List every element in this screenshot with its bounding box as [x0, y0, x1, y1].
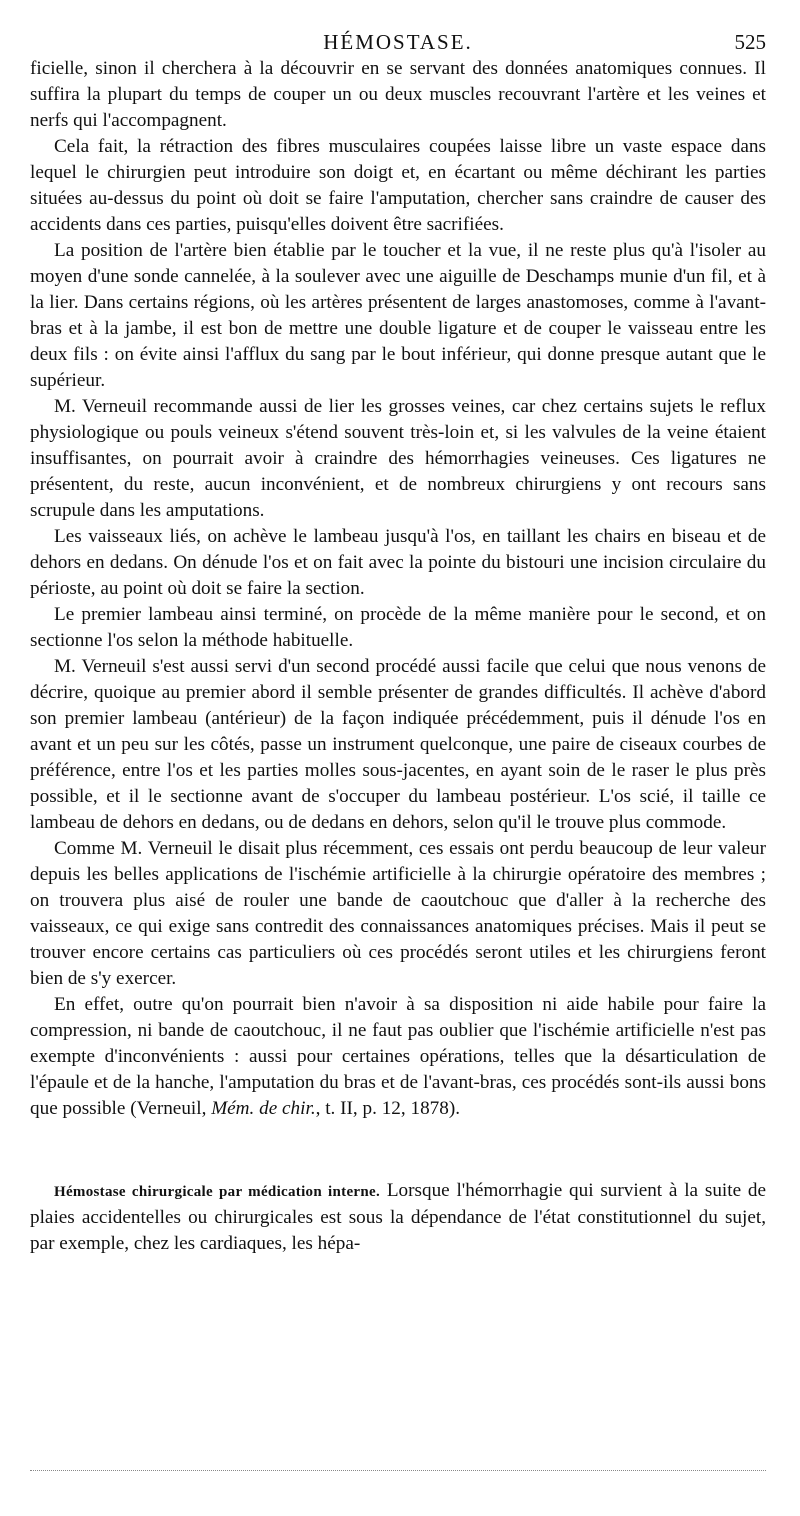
section-paragraph	[30, 1178, 766, 1257]
paragraph-continuation: ficielle, sinon il cherchera à la découvrir en se servant des données anatomiques connues. Il suffira la plupart du temps de couper un ou deux muscles recouvrant l'artère et les veines et nerfs qui l'accompagnent.	[30, 58, 766, 131]
section-spacer	[30, 1122, 766, 1178]
running-title: HÉMOSTASE.	[323, 30, 473, 54]
paragraph: Comme M. Verneuil le disait plus récemment, ces essais ont perdu beaucoup de leur valeur depuis les belles applications de l'ischémie artificielle à la chirurgie opératoire des membres ; on trouvera plus aisé de rouler une bande de caoutchouc que d'aller à la recherche des vaisseaux, ce qui exige sans contredit des connaissances anatomiques précises. Mais il peut se trouver encore certains cas particuliers où ces procédés seront utiles et les chirurgiens feront bien de s'y exercer.	[30, 838, 766, 989]
section-heading: Hémostase chirurgicale par médication interne.	[54, 1184, 381, 1200]
paragraph: La position de l'artère bien établie par le toucher et la vue, il ne reste plus qu'à l'isoler au moyen d'une sonde cannelée, à la soulever avec une aiguille de Deschamps munie d'un fil, et à la lier. Dans certains régions, où les artères présentent de larges anastomoses, comme à l'avant-bras et à la jambe, il est bon de mettre une double ligature et de couper le vaisseau entre les deux fils : on évite ainsi l'afflux du sang par le bout inférieur, qui donne presque autant que le supérieur.	[30, 240, 766, 391]
paragraph: Cela fait, la rétraction des fibres musculaires coupées laisse libre un vaste espace dans lequel le chirurgien peut introduire son doigt et, en écartant ou même déchirant les parties situées au-dessus du point où doit se faire l'amputation, chercher sans craindre de causer des accidents dans ces parties, puisqu'elles doivent être sacrifiées.	[30, 136, 766, 235]
body-text	[30, 56, 766, 1257]
paragraph: Le premier lambeau ainsi terminé, on procède de la même manière pour le second, et on sectionne l'os selon la méthode habituelle.	[30, 604, 766, 651]
book-page	[30, 28, 766, 1257]
bottom-dotted-rule	[30, 1470, 766, 1471]
section-text: Lorsque l'hémorrhagie qui survient à la suite de plaies accidentelles ou chirurgicales est sous la dépendance de l'état constitutionnel du sujet, par exemple, chez les cardiaques, les hépa-	[30, 1180, 766, 1254]
citation-details: , t. II, p. 12, 1878).	[315, 1098, 461, 1119]
running-head	[30, 28, 766, 56]
citation-title: Mém. de chir.	[211, 1098, 316, 1119]
paragraph-with-citation	[30, 992, 766, 1122]
paragraph-text: En effet, outre qu'on pourrait bien n'avoir à sa disposition ni aide habile pour faire la compression, ni bande de caoutchouc, il ne faut pas oublier que l'ischémie artificielle n'est pas exempte d'inconvénients : aussi pour certaines opérations, telles que la désarticulation de l'épaule et de la hanche, l'amputation du bras et de l'avant-bras, ces procédés sont-ils aussi bons que possible (Verneuil,	[30, 994, 766, 1119]
paragraph: Les vaisseaux liés, on achève le lambeau jusqu'à l'os, en taillant les chairs en biseau et de dehors en dedans. On dénude l'os et on fait avec la pointe du bistouri une incision circulaire du périoste, au point où doit se faire la section.	[30, 526, 766, 599]
page-number: 525	[734, 30, 766, 54]
paragraph: M. Verneuil s'est aussi servi d'un second procédé aussi facile que celui que nous venons de décrire, quoique au premier abord il semble présenter de grandes difficultés. Il achève d'abord son premier lambeau (antérieur) de la façon indiquée précédemment, puis il dénude l'os en avant et un peu sur les côtés, passe un instrument quelconque, une paire de ciseaux courbes de préférence, entre l'os et les parties molles sous-jacentes, en ayant soin de le raser le plus près possible, et il le sectionne avant de s'occuper du lambeau postérieur. L'os scié, il taille ce lambeau de dehors en dedans, ou de dedans en dehors, selon qu'il le trouve plus commode.	[30, 656, 766, 833]
paragraph: M. Verneuil recommande aussi de lier les grosses veines, car chez certains sujets le reflux physiologique ou pouls veineux s'étend souvent très-loin et, si les valvules de la veine étaient insuffisantes, on pourrait avoir à craindre des hémorrhagies veineuses. Ces ligatures ne présentent, du reste, aucun inconvénient, et de nombreux chirurgiens y ont recours sans scrupule dans les amputations.	[30, 396, 766, 521]
